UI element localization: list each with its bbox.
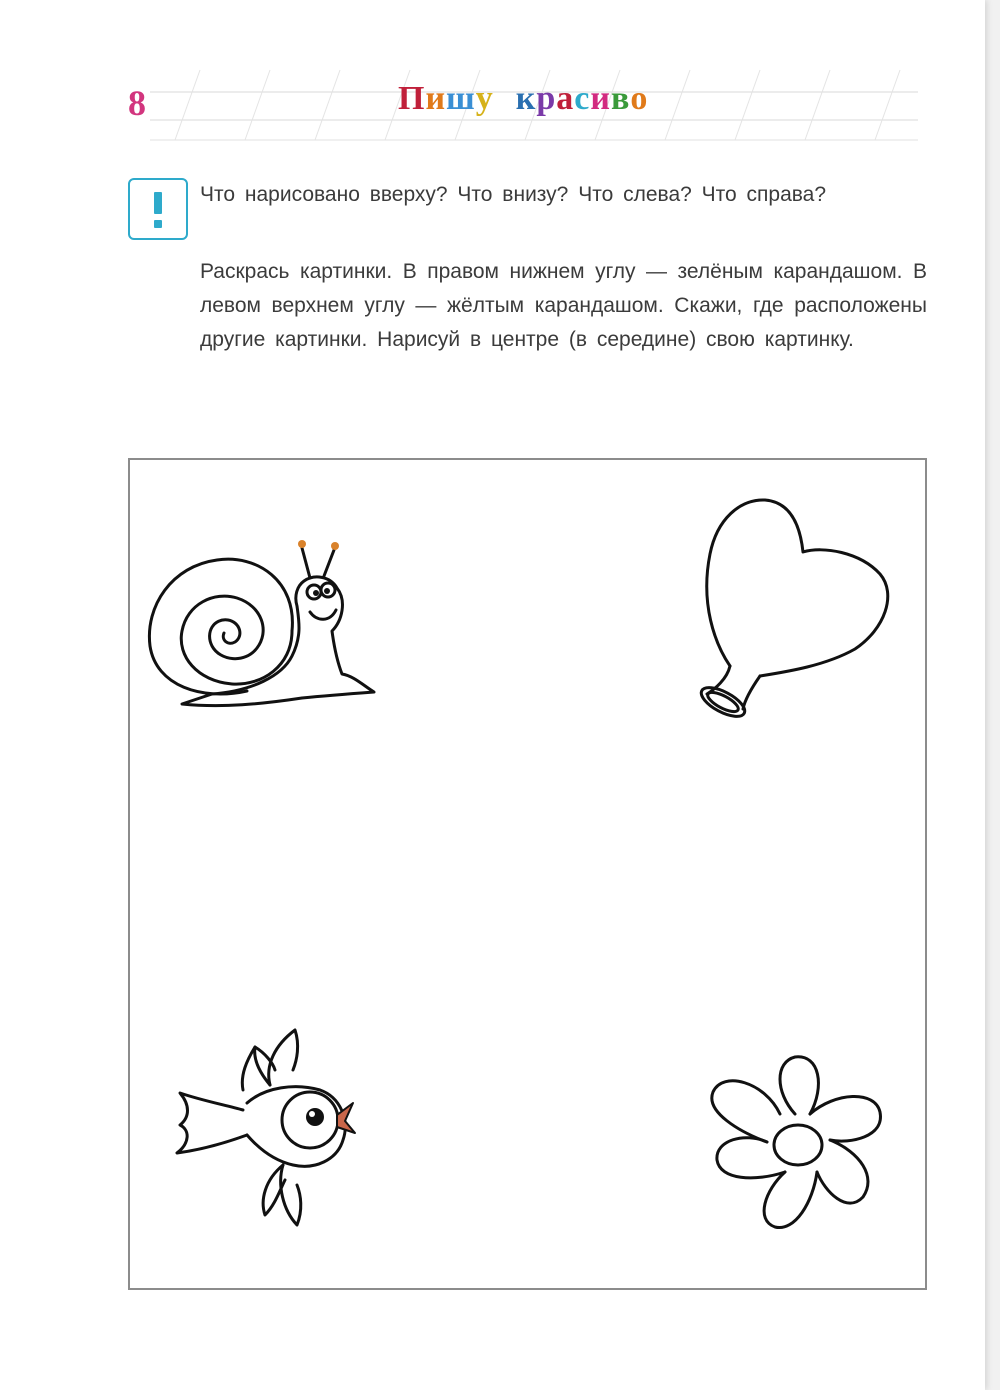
title-letter: р bbox=[536, 80, 557, 117]
page-title bbox=[398, 80, 648, 118]
drawing-frame bbox=[128, 458, 927, 1290]
title-letter: и bbox=[425, 80, 447, 117]
title-letter: а bbox=[556, 80, 575, 117]
flower-icon bbox=[695, 1052, 895, 1242]
page-number: 8 bbox=[128, 83, 146, 123]
title-letter: о bbox=[630, 80, 649, 117]
title-letter: к bbox=[515, 80, 537, 117]
task-text: Раскрась картинки. В правом нижнем углу — зелёным карандашом. В левом верхнем углу — жёлтым карандашом. Скажи, где расположены другие картинки. Нарисуй в центре (в середине) свою картинку. bbox=[200, 260, 927, 351]
balloon-icon bbox=[685, 494, 895, 719]
title-letter: с bbox=[574, 80, 591, 117]
title-letter: ш bbox=[446, 80, 476, 117]
title-letter: П bbox=[398, 80, 426, 117]
title-letter: и bbox=[590, 80, 611, 117]
attention-icon bbox=[128, 178, 188, 240]
title-letter: у bbox=[475, 80, 494, 117]
title-letter bbox=[494, 80, 516, 118]
snail-icon bbox=[142, 526, 382, 716]
question-text: Что нарисовано вверху? Что внизу? Что слева? Что справа? bbox=[200, 183, 827, 206]
bird-icon bbox=[165, 1025, 365, 1230]
title-letter: в bbox=[610, 80, 631, 117]
